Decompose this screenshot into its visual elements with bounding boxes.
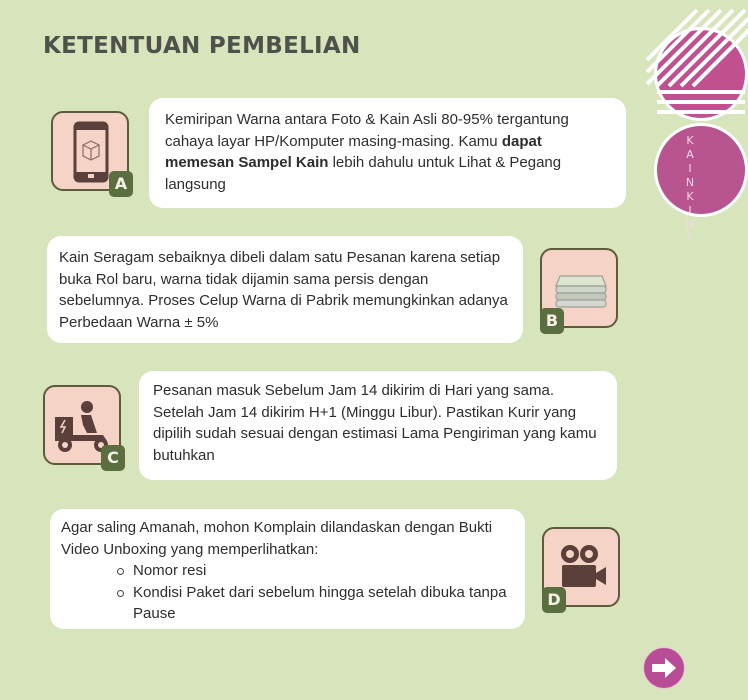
arrow-right-icon xyxy=(644,648,684,688)
item-c-text: Pesanan masuk Sebelum Jam 14 dikirim di Hari yang sama. Setelah Jam 14 dikirim H+1 (Minggu Libur). Pastikan Kurir yang dipilih sudah sesuai dengan estimasi Lama Pengiriman yang kamu butuhkan xyxy=(153,382,597,464)
brand-pattern-logo xyxy=(654,27,748,121)
badge-b: B xyxy=(540,308,564,334)
item-b-card xyxy=(47,236,523,343)
item-c-card xyxy=(139,371,617,480)
item-a-text: Kemiripan Warna antara Foto & Kain Asli 80-95% tergantung cahaya layar HP/Komputer masing-masing. Kamu xyxy=(165,111,569,150)
badge-d: D xyxy=(542,587,566,613)
item-b-text: Kain Seragam sebaiknya dibeli dalam satu Pesanan karena setiap buka Rol baru, warna tidak dijamin sama persis dengan sebelumnya. Proses Celup Warna di Pabrik memungkinkan adanya Perbedaan Warna ± 5% xyxy=(59,249,508,331)
next-page-button[interactable] xyxy=(643,647,685,689)
striped-yarn-icon xyxy=(657,30,745,118)
item-b-icon-tile xyxy=(540,248,618,328)
item-a-text-2: lebih dahulu untuk Lihat & Pegang langsung xyxy=(165,154,562,193)
bullet-item: Nomor resi xyxy=(133,560,511,582)
item-a-bold-text: dapat memesan Sampel Kain xyxy=(165,132,542,171)
item-a-icon-tile xyxy=(51,111,129,191)
badge-a: A xyxy=(109,171,133,197)
item-d-text: Agar saling Amanah, mohon Komplain dilandaskan dengan Bukti Video Unboxing yang memperlihatkan: xyxy=(61,519,493,558)
page-title: KETENTUAN PEMBELIAN xyxy=(43,33,361,59)
brand-logo xyxy=(654,123,748,245)
brand-logo-text: K A I N K I N I xyxy=(685,134,695,245)
video-camera-icon xyxy=(558,543,610,593)
badge-c: C xyxy=(101,445,125,471)
folded-fabric-icon xyxy=(554,272,608,312)
bullet-item: Kondisi Paket dari sebelum hingga setelah dibuka tanpa Pause xyxy=(133,582,511,625)
item-c-icon-tile xyxy=(43,385,121,465)
item-d-card xyxy=(50,509,525,629)
item-a-card xyxy=(149,98,626,208)
item-d-bullet-list xyxy=(61,560,511,625)
phone-box-icon xyxy=(73,121,109,183)
item-d-icon-tile xyxy=(542,527,620,607)
